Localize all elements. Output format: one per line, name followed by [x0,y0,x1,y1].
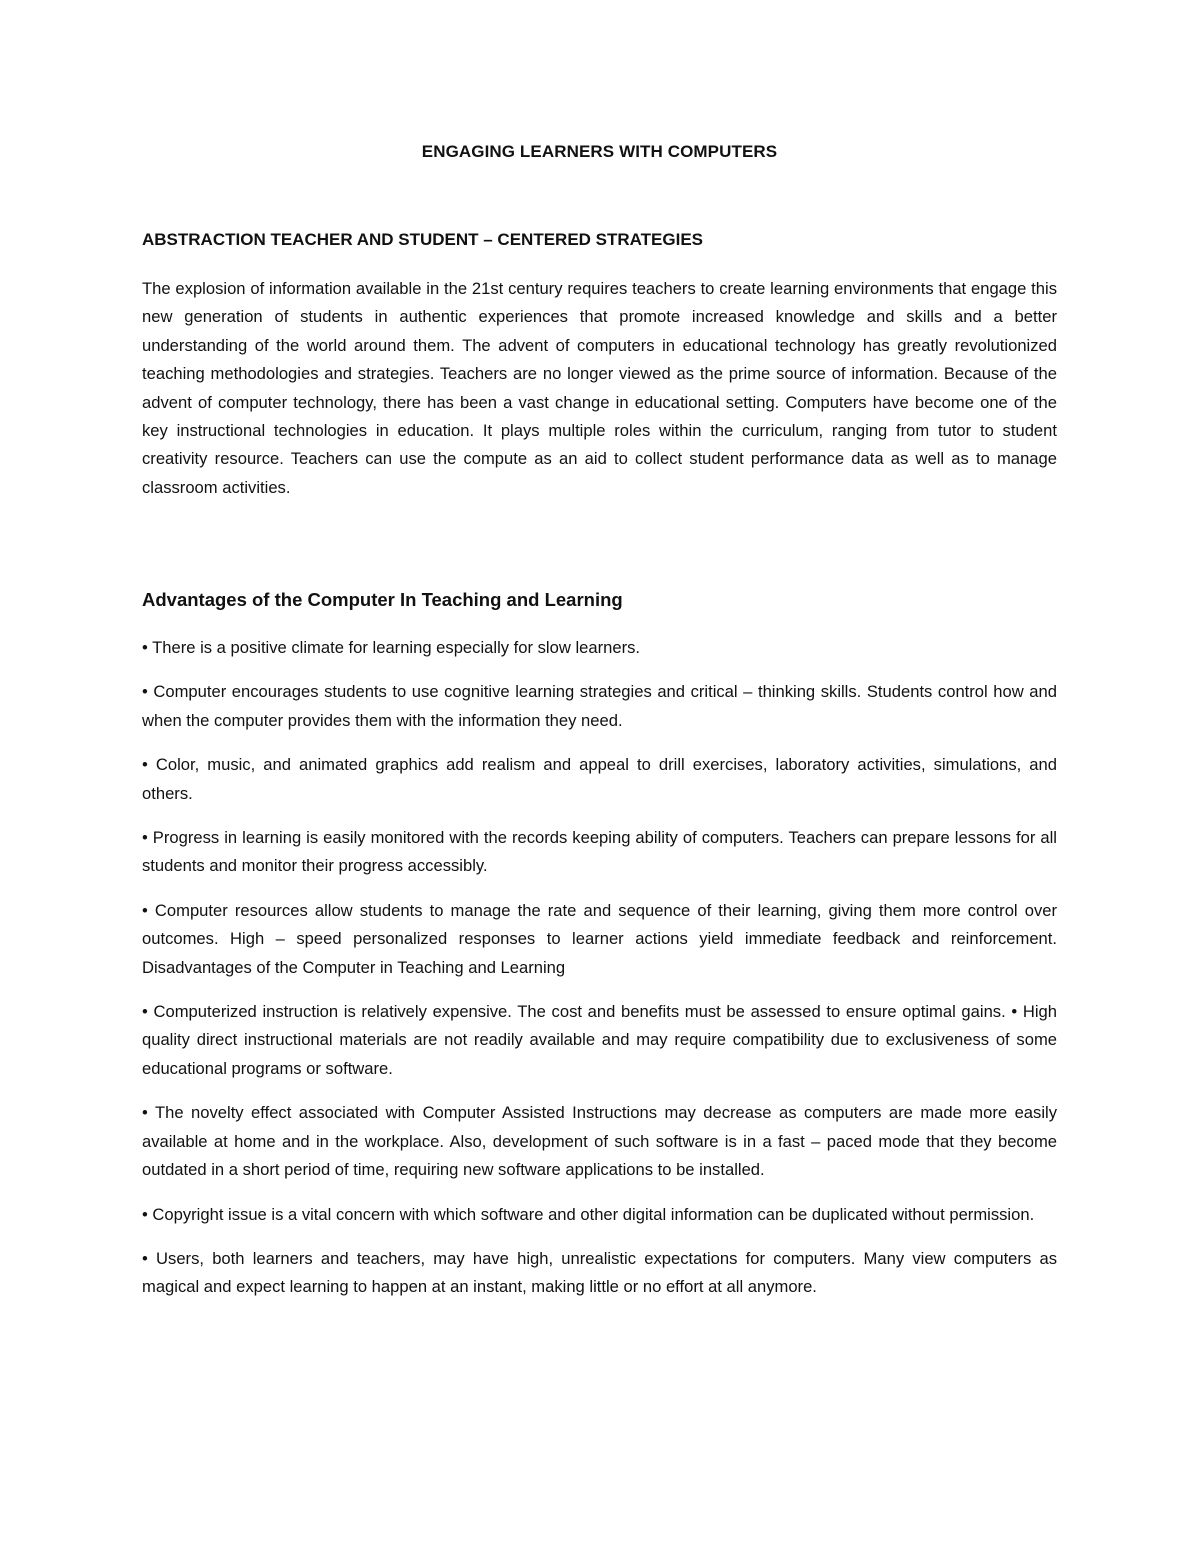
intro-paragraph: The explosion of information available in the 21st century requires teachers to create learning environments that engage this new generation of students in authentic experiences that promote increased knowledge and skills and a better understanding of the world around them. The advent of computers in educational technology has greatly revolutionized teaching methodologies and strategies. Teachers are no longer viewed as the prime source of information. Because of the advent of computer technology, there has been a vast change in educational setting. Computers have become one of the key instructional technologies in education. It plays multiple roles within the curriculum, ranging from tutor to student creativity resource. Teachers can use the compute as an aid to collect student performance data as well as to manage classroom activities. [142,279,1057,497]
bullet-item-3: • Color, music, and animated graphics add realism and appeal to drill exercises, laboratory activities, simulations, and others. [142,755,1057,803]
bullet-list [142,634,1057,1318]
abstraction-subheading: ABSTRACTION TEACHER AND STUDENT – CENTERED STRATEGIES [142,230,704,249]
bullet-item-6: • Computerized instruction is relatively expensive. The cost and benefits must be assessed to ensure optimal gains. • High quality direct instructional materials are not readily available and may require compatibility due to exclusiveness of some educational programs or software. [142,1002,1057,1078]
bullet-item-1: • There is a positive climate for learning especially for slow learners. [142,638,640,657]
bullet-item-7: • The novelty effect associated with Computer Assisted Instructions may decrease as computers are made more easily available at home and in the workplace. Also, development of such software is in a fast – paced mode that they become outdated in a short period of time, requiring new software applications to be installed. [142,1103,1057,1180]
bullet-item-2: • Computer encourages students to use cognitive learning strategies and critical – thinking skills. Students control how and when the computer provides them with the information they need. [142,682,1057,730]
advantages-section-heading: Advantages of the Computer In Teaching and Learning [142,589,623,610]
bullet-item-8: • Copyright issue is a vital concern with which software and other digital information can be duplicated without permission. [142,1204,1035,1224]
bullet-item-4: • Progress in learning is easily monitored with the records keeping ability of computers. Teachers can prepare lessons for all students and monitor their progress accessibly. [142,828,1057,876]
bullet-item-9: • Users, both learners and teachers, may have high, unrealistic expectations for computers. Many view computers as magical and expect learning to happen at an instant, making little or no effort at all anymore. [142,1248,1057,1297]
document-title: ENGAGING LEARNERS WITH COMPUTERS [421,142,778,161]
bullet-item-5: • Computer resources allow students to manage the rate and sequence of their learning, giving them more control over outcomes. High – speed personalized responses to learner actions yield immediate feedback and reinforcement. Disadvantages of the Computer in Teaching and Learning [142,900,1057,977]
